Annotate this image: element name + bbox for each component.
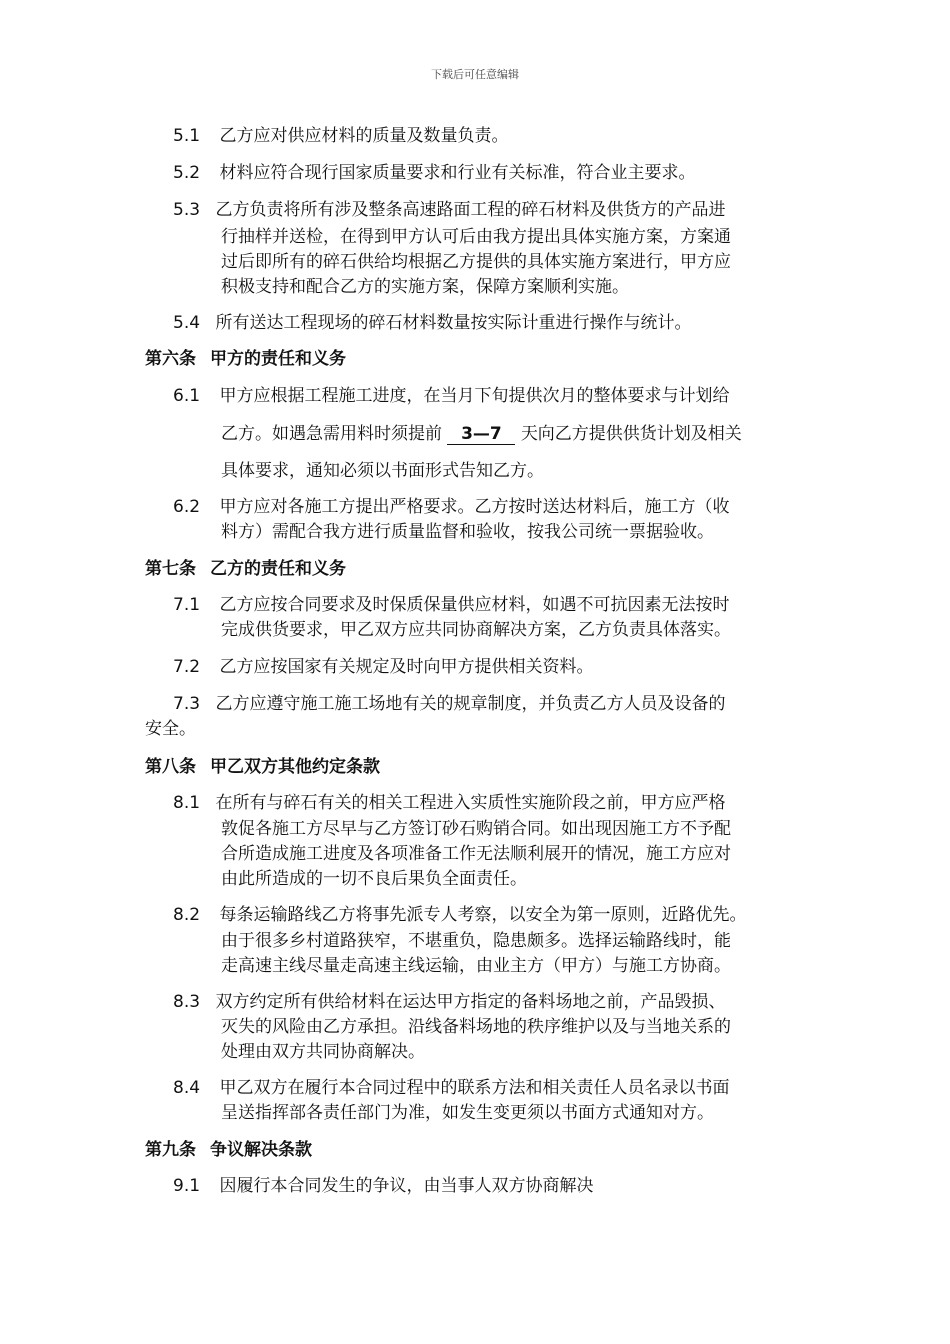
clause-text: 合所造成施工进度及各项准备工作无法顺利展开的情况，施工方应对	[221, 844, 731, 864]
clause-5-4	[173, 312, 691, 334]
clause-text: 处理由双方共同协商解决。	[221, 1042, 425, 1062]
clause-number: 6.1	[173, 386, 201, 406]
clause-text: 双方约定所有供给材料在运达甲方指定的备料场地之前，产品毁损、	[215, 992, 726, 1012]
clause-6-1	[173, 385, 729, 407]
clause-7-2	[173, 656, 593, 678]
article-number: 第七条	[145, 559, 196, 579]
clause-number: 5.2	[173, 163, 201, 183]
clause-number: 8.2	[173, 905, 201, 925]
clause-7-3	[173, 693, 725, 715]
clause-text: 安全。	[145, 719, 196, 739]
clause-text: 天向乙方提供供货计划及相关	[520, 424, 742, 444]
article-8-heading	[145, 756, 380, 778]
clause-text: 完成供货要求，甲乙双方应共同协商解决方案，乙方负责具体落实。	[221, 620, 731, 640]
clause-text: 由于很多乡村道路狭窄，不堪重负，隐患颇多。选择运输路线时，能	[221, 931, 731, 951]
clause-number: 8.1	[173, 793, 201, 813]
article-number: 第六条	[145, 349, 196, 369]
clause-text: 乙方应按合同要求及时保质保量供应材料，如遇不可抗因素无法按时	[219, 595, 730, 615]
clause-text: 料方）需配合我方进行质量监督和验收，按我公司统一票据验收。	[221, 522, 714, 542]
clause-5-1	[173, 125, 508, 147]
article-9-heading	[145, 1139, 312, 1161]
clause-text: 具体要求，通知必须以书面形式告知乙方。	[221, 461, 544, 481]
article-title: 甲方的责任和义务	[210, 349, 346, 369]
clause-text: 走高速主线尽量走高速主线运输，由业主方（甲方）与施工方协商。	[221, 956, 731, 976]
clause-text: 因履行本合同发生的争议，由当事人双方协商解决	[219, 1176, 594, 1196]
article-number: 第九条	[145, 1140, 196, 1160]
clause-8-3	[173, 991, 725, 1013]
article-number: 第八条	[145, 757, 196, 777]
clause-5-3	[173, 199, 725, 221]
article-7-heading	[145, 558, 346, 580]
clause-text: 积极支持和配合乙方的实施方案，保障方案顺利实施。	[221, 277, 629, 297]
clause-number: 5.1	[173, 126, 201, 146]
clause-text: 过后即所有的碎石供给均根据乙方提供的具体实施方案进行，甲方应	[221, 252, 731, 272]
page-header: 下载后可任意编辑	[431, 68, 519, 81]
clause-6-1-line-2	[221, 423, 742, 445]
clause-8-4	[173, 1077, 729, 1099]
clause-text: 每条运输路线乙方将事先派专人考察，以安全为第一原则，近路优先。	[219, 905, 747, 925]
article-title: 乙方的责任和义务	[210, 559, 346, 579]
filled-blank-days: 3—7	[447, 424, 515, 445]
clause-number: 7.3	[173, 694, 201, 714]
clause-number: 7.2	[173, 657, 201, 677]
clause-text: 行抽样并送检，在得到甲方认可后由我方提出具体实施方案，方案通	[221, 227, 731, 247]
clause-number: 5.3	[173, 200, 201, 220]
clause-8-2	[173, 904, 746, 926]
clause-text: 乙方应按国家有关规定及时向甲方提供相关资料。	[219, 657, 594, 677]
clause-number: 9.1	[173, 1176, 201, 1196]
clause-text: 呈送指挥部各责任部门为准，如发生变更须以书面方式通知对方。	[221, 1103, 714, 1123]
clause-7-1	[173, 594, 729, 616]
clause-text: 灭失的风险由乙方承担。沿线备料场地的秩序维护以及与当地关系的	[221, 1017, 731, 1037]
clause-5-2	[173, 162, 695, 184]
clause-number: 8.3	[173, 992, 201, 1012]
clause-text: 由此所造成的一切不良后果负全面责任。	[221, 869, 527, 889]
article-title: 甲乙双方其他约定条款	[210, 757, 380, 777]
clause-text: 乙方。如遇急需用料时须提前	[221, 424, 442, 444]
clause-text: 材料应符合现行国家质量要求和行业有关标准，符合业主要求。	[219, 163, 696, 183]
article-title: 争议解决条款	[210, 1140, 312, 1160]
article-6-heading	[145, 348, 346, 370]
clause-number: 8.4	[173, 1078, 201, 1098]
clause-text: 甲方应根据工程施工进度，在当月下旬提供次月的整体要求与计划给	[219, 386, 730, 406]
clause-text: 所有送达工程现场的碎石材料数量按实际计重进行操作与统计。	[215, 313, 692, 333]
clause-number: 7.1	[173, 595, 201, 615]
clause-6-2	[173, 496, 729, 518]
clause-text: 甲方应对各施工方提出严格要求。乙方按时送达材料后，施工方（收	[219, 497, 730, 517]
clause-9-1	[173, 1175, 593, 1197]
clause-text: 乙方负责将所有涉及整条高速路面工程的碎石材料及供货方的产品进	[215, 200, 726, 220]
clause-text: 乙方应遵守施工施工场地有关的规章制度，并负责乙方人员及设备的	[215, 694, 726, 714]
clause-text: 甲乙双方在履行本合同过程中的联系方法和相关责任人员名录以书面	[219, 1078, 730, 1098]
clause-text: 在所有与碎石有关的相关工程进入实质性实施阶段之前，甲方应严格	[215, 793, 726, 813]
clause-text: 敦促各施工方尽早与乙方签订砂石购销合同。如出现因施工方不予配	[221, 819, 731, 839]
clause-number: 5.4	[173, 313, 201, 333]
clause-number: 6.2	[173, 497, 201, 517]
clause-text: 乙方应对供应材料的质量及数量负责。	[219, 126, 509, 146]
clause-8-1	[173, 792, 725, 814]
